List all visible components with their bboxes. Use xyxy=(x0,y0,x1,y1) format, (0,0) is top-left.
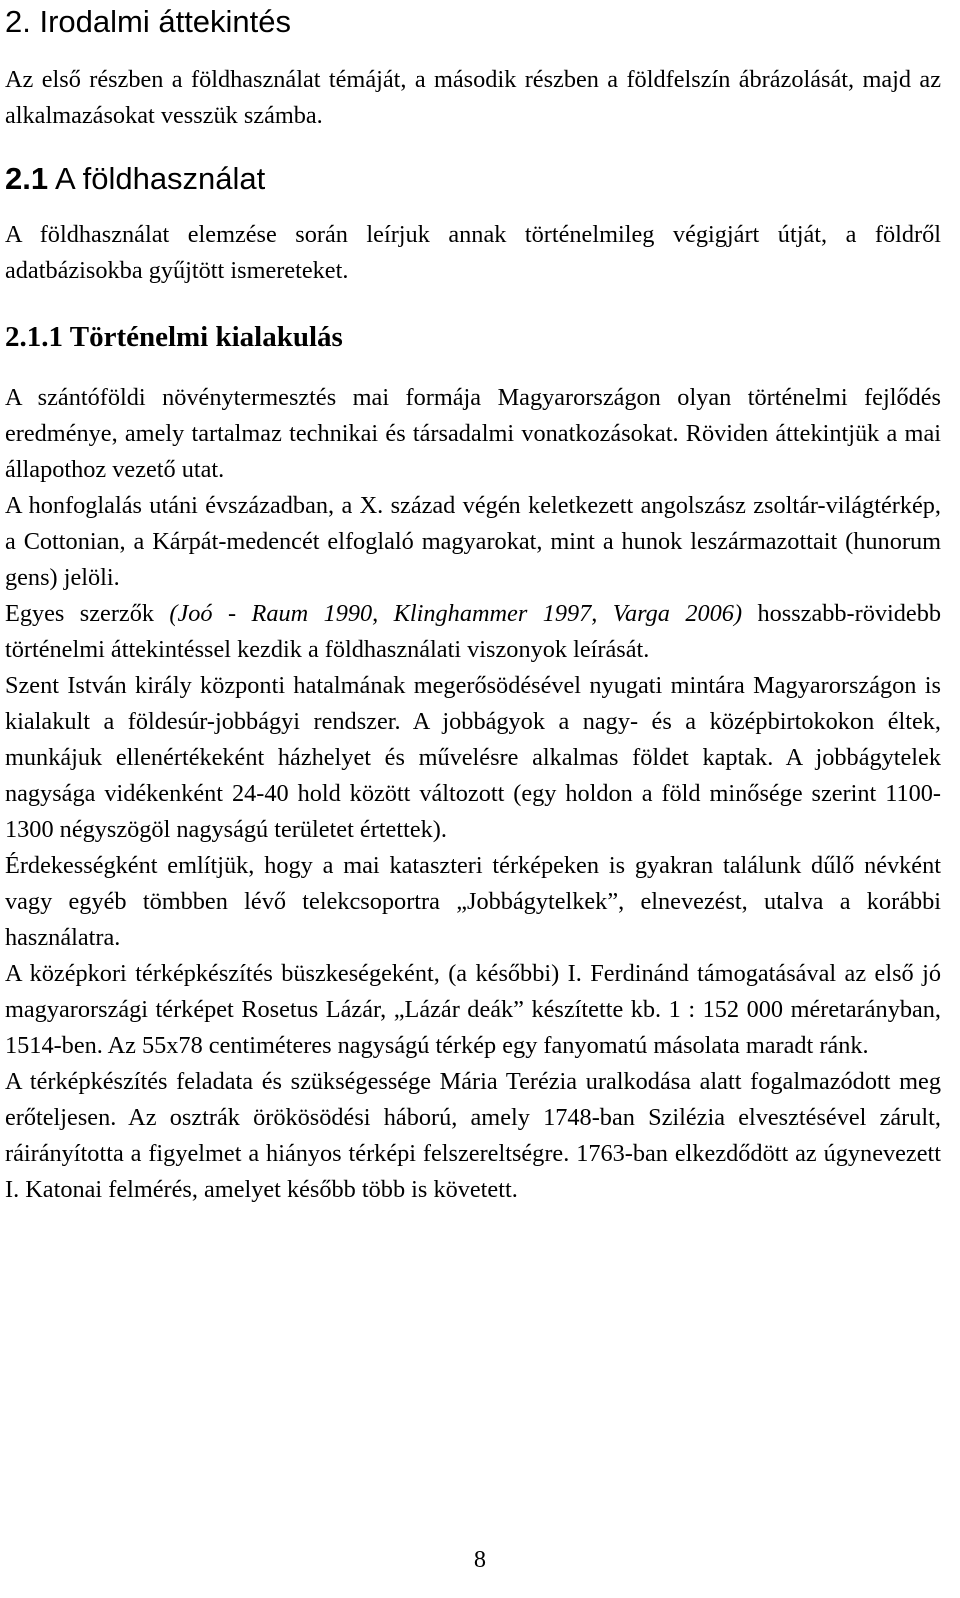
document-page xyxy=(5,0,941,1208)
subsubsection-heading: 2.1.1 Történelmi kialakulás xyxy=(5,321,343,353)
subsection-number: 2.1 xyxy=(5,161,49,196)
page-number: 8 xyxy=(473,1546,487,1573)
citation: (Joó - Raum 1990, Klinghammer 1997, Varga 2006) xyxy=(169,600,743,627)
paragraph-3-start: Egyes szerzők xyxy=(5,600,170,627)
section-intro-paragraph: Az első részben a földhasználat témáját, a második részben a földfelszín ábrázolását, majd az alkalmazásokat vesszük számba. xyxy=(5,66,941,129)
paragraph-5: Érdekességként említjük, hogy a mai kataszteri térképeken is gyakran találunk dűlő névként vagy egyéb tömbben lévő telekcsoportra „Jobbágytelkek”, elnevezést, utalva a korábbi használatra. xyxy=(5,852,941,951)
subsection-intro-paragraph: A földhasználat elemzése során leírjuk annak történelmileg végigjárt útját, a földről adatbázisokba gyűjtött ismereteket. xyxy=(5,221,941,284)
paragraph-7: A térképkészítés feladata és szükségessége Mária Terézia uralkodása alatt fogalmazódott meg erőteljesen. Az osztrák örökösödési háború, amely 1748-ban Szilézia elvesztésével zárult, ráirányította a figyelmet a hiányos térképi felszereltségre. 1763-ban elkezdődött az úgynevezett I. Katonai felmérés, amelyet később több is követett. xyxy=(5,1068,941,1203)
section-heading: 2. Irodalmi áttekintés xyxy=(5,4,292,39)
paragraph-1: A szántóföldi növénytermesztés mai formája Magyarországon olyan történelmi fejlődés eredménye, amely tartalmaz technikai és társadalmi vonatkozásokat. Röviden áttekintjük a mai állapothoz vezető utat. xyxy=(5,384,941,483)
body-text xyxy=(5,380,941,1208)
paragraph-3 xyxy=(5,596,941,668)
paragraph-2: A honfoglalás utáni évszázadban, a X. század végén keletkezett angolszász zsoltár-világtérkép, a Cottonian, a Kárpát-medencét elfoglaló magyarokat, mint a hunok leszármazottait (hunorum gens) jelöli. xyxy=(5,492,941,591)
paragraph-4: Szent István király központi hatalmának megerősödésével nyugati mintára Magyarországon is kialakult a földesúr-jobbágyi rendszer. A jobbágyok a nagy- és a középbirtokokon éltek, munkájuk ellenértékeként házhelyet és művelésre alkalmas földet kaptak. A jobbágytelek nagysága vidékenként 24-40 hold között változott (egy holdon a föld minősége szerint 1100-1300 négyszögöl nagyságú területet értettek). xyxy=(5,672,941,843)
subsection-title: A földhasználat xyxy=(55,161,266,196)
paragraph-6: A középkori térképkészítés büszkeségeként, (a későbbi) I. Ferdinánd támogatásával az első jó magyarországi térképet Rosetus Lázár, „Lázár deák” készítette kb. 1 : 152 000 méretarányban, 1514-ben. Az 55x78 centiméteres nagyságú térkép egy fanyomatú másolata maradt ránk. xyxy=(5,960,941,1059)
subsection-heading xyxy=(5,161,941,197)
paragraph-3-end: hosszabb-rövidebb történelmi áttekintéssel kezdik a földhasználati viszonyok leírását. xyxy=(5,600,941,663)
